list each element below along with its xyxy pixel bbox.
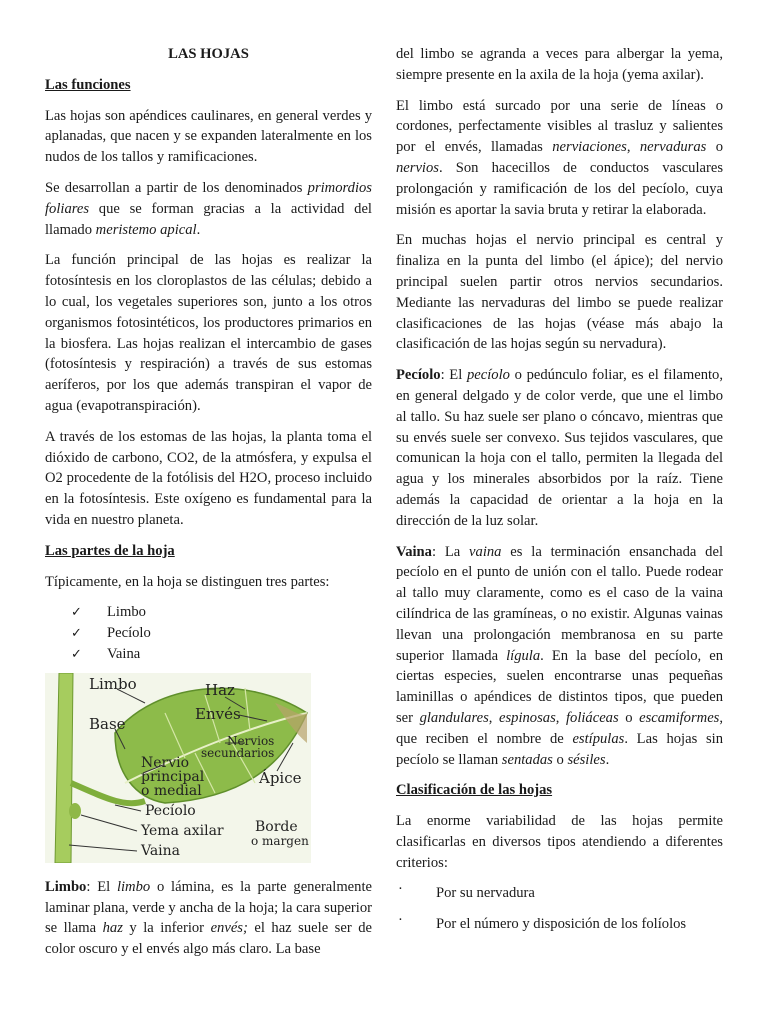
paragraph-partes-intro: Típicamente, en la hoja se distinguen tres partes:	[45, 573, 330, 590]
heading-clasificacion: Clasificación de las hojas	[396, 782, 553, 799]
paragraph-funciones-4: A través de los estomas de las hojas, la planta toma el dióxido de carbono, CO2, de la atmósfera, y expulsa el O2 procedente de la fotólisis del H2O, proceso incluido en la fotosíntesis. Este oxígeno es fundamental para la vida en nuestro planeta.	[45, 428, 372, 528]
label-secundarios: secundarios	[201, 745, 275, 760]
label-medial: o medial	[141, 782, 202, 799]
label-nervios: Nervios	[227, 733, 275, 748]
checkmark-icon: ✓	[71, 604, 82, 620]
list-item: ✓ Limbo	[71, 602, 372, 623]
list-item: · Por el número y disposición de los folíolos	[398, 912, 687, 933]
label-borde: Borde	[255, 818, 298, 835]
classification-list	[396, 883, 723, 945]
leaf-diagram	[45, 673, 311, 863]
label-vaina: Vaina	[141, 842, 181, 859]
label-margen: o margen	[251, 833, 309, 848]
page-title: LAS HOJAS	[168, 46, 249, 62]
left-column	[45, 44, 372, 960]
paragraph-vaina: Vaina: La vaina es la terminación ensanchada del pecíolo en el punto de unión con el tallo. Puede rodear al tallo muy claramente, como es el caso de la vaina cilíndrica de las gramíneas, o no existir. Algunas vainas llevan una prolongación membranosa en su parte superior llamada lígula. En la base del pecíolo, en ciertas especies, suelen encontrarse unas pequeñas laminillas o apéndices de distintos tipos, que pueden ser glandulares, espinosas, foliáceas o escamiformes, que reciben el nombre de estípulas. Las hojas sin pecíolo se llaman sentadas o sésiles.	[396, 543, 724, 768]
checkmark-icon: ✓	[71, 625, 82, 641]
paragraph-funciones-1: Las hojas son apéndices caulinares, en general verdes y aplanadas, que nacen y se expanden lateralmente en los nudos de los tallos y ramificaciones.	[45, 107, 372, 166]
paragraph-funciones-3: La función principal de las hojas es realizar la fotosíntesis en los cloroplastos de las células; debido a lo cual, los vegetales superiores son, junto a los otros organismos fotosintéticos, los productores primarios en la biosfera. Las hojas realizan el intercambio de gases (fotosíntesis y respiración) a través de sus estomas aeríferos, por los que además transpiran el vapor de agua (evapotranspiración).	[45, 252, 372, 414]
heading-partes: Las partes de la hoja	[45, 542, 175, 559]
paragraph-nervio-principal: En muchas hojas el nervio principal es central y finaliza en la punta del limbo (el ápice); del nervio principal suelen partir otros nervios secundarios. Mediante las nervaduras del limbo se puede realizar clasificaciones de las hojas (véase más abajo la clasificación de las hojas según su nervadura).	[396, 232, 723, 353]
bullet-icon: ·	[398, 881, 403, 898]
paragraph-funciones-2: Se desarrollan a partir de los denominados primordios foliares que se forman gracias a la actividad del llamado meristemo apical.	[45, 179, 372, 238]
label-principal: principal	[141, 768, 205, 785]
label-base: Base	[89, 714, 126, 733]
label-enves: Envés	[195, 704, 241, 723]
paragraph-clasificacion-intro: La enorme variabilidad de las hojas permite clasificarlas en diversos tipos atendiendo a diferentes criterios:	[396, 813, 723, 871]
label-nervio: Nervio	[141, 754, 190, 771]
paragraph-nervios: El limbo está surcado por una serie de líneas o cordones, perfectamente visibles al trasluz y salientes por el envés, llamadas nerviaciones, nervaduras o nervios. Son hacecillos de conductos vasculares prolongación y ramificación de los del pecíolo, cuya misión es aportar la savia bruta y retirar la elaborada.	[396, 97, 723, 218]
label-apice: Ápice	[259, 768, 302, 787]
label-yema-axilar: Yema axilar	[141, 822, 224, 839]
checkmark-icon: ✓	[71, 645, 82, 661]
paragraph-limbo-start: Limbo: El limbo o lámina, es la parte generalmente laminar plana, verde y ancha de la hoja; la cara superior se llama haz y la inferior envés; el haz suele ser de color oscuro y el envés algo más claro. La base	[45, 878, 372, 958]
heading-funciones: Las funciones	[45, 76, 131, 93]
paragraph-peciolo: Pecíolo: El pecíolo o pedúnculo foliar, es el filamento, en general delgado y de color verde, que une el limbo al tallo. Su haz suele ser plano o cóncavo, mientras que su envés suele ser convexo. Sus tejidos vasculares, que comunican la hoja con el tallo, permiten la llegada del agua y los minerales absorbidos por la raíz. Tiene además la capacidad de orientar a la hoja en la dirección de la luz solar.	[396, 367, 724, 529]
bullet-icon: ·	[398, 912, 403, 929]
parts-list	[45, 602, 372, 664]
list-item: · Por su nervadura	[398, 881, 535, 902]
paragraph-limbo-continued: del limbo se agranda a veces para albergar la yema, siempre presente en la axila de la hoja (yema axilar).	[396, 46, 723, 83]
right-column	[396, 44, 723, 945]
label-peciolo: Pecíolo	[145, 802, 196, 819]
list-item: ✓ Vaina	[71, 644, 372, 665]
list-item: ✓ Pecíolo	[71, 623, 372, 644]
label-haz: Haz	[205, 680, 235, 699]
label-limbo: Limbo	[89, 674, 137, 693]
